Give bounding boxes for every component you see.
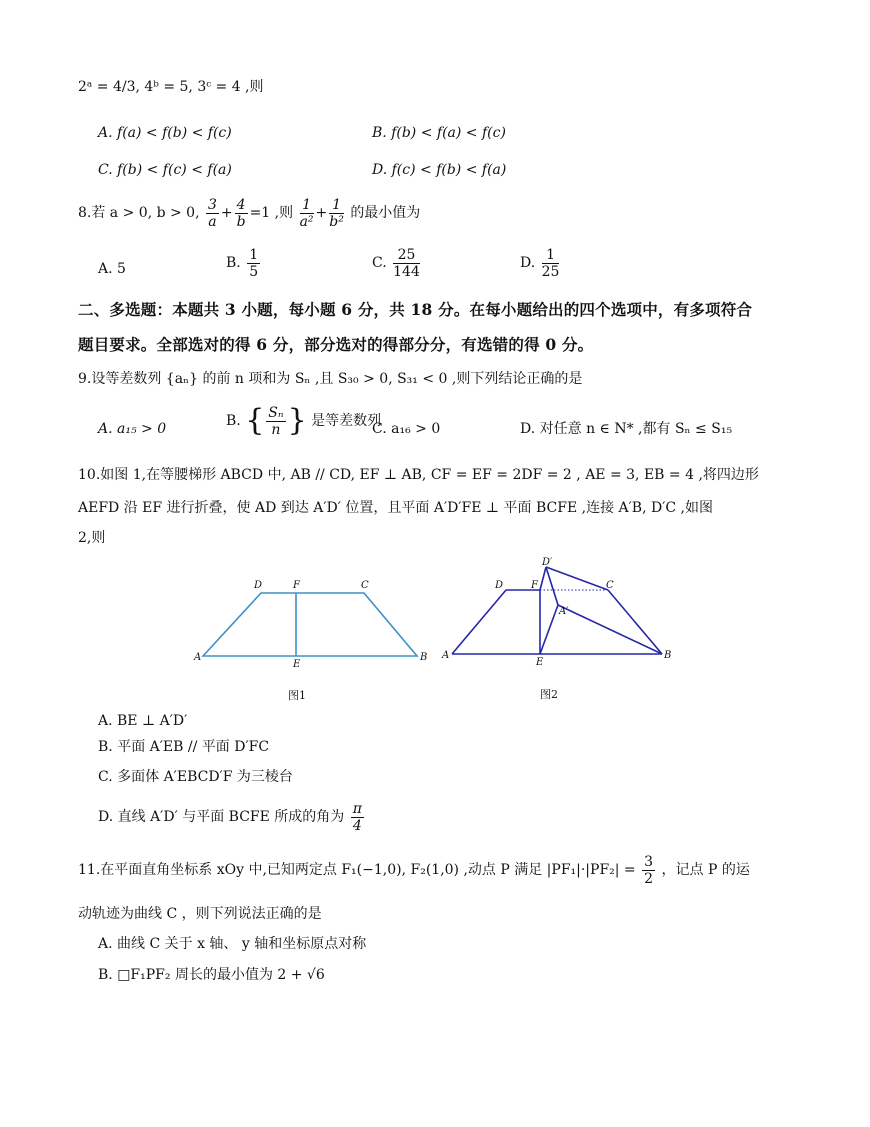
q7-stem: 2ᵃ = 4/3, 4ᵇ = 5, 3ᶜ = 4 ,则 bbox=[78, 79, 264, 95]
q10-stem-line3: 2,则 bbox=[78, 530, 106, 546]
q8-fraction-4-over-b: $\frac{4}{b}$ bbox=[236, 196, 246, 230]
fig2-cb bbox=[608, 590, 662, 654]
q11-stem-line1: 11.在平面直角坐标系 xOy 中,已知两定点 F₁(−1,0), F₂(1,0) ,动点 P 满足 |PF₁|·|PF₂| = $\frac{3}{2}$ ，记点 P 的运 bbox=[78, 853, 750, 887]
q8-fraction-1-over-b2: $\frac{1}{\text{b²}}$ bbox=[329, 196, 344, 230]
fig2-a1e bbox=[540, 605, 558, 654]
fig2-label-d: D bbox=[495, 580, 504, 591]
q8-stem-suffix: 的最小值为 bbox=[350, 205, 421, 221]
q10-option-b: B. 平面 A′EB // 平面 D′FC bbox=[98, 739, 270, 755]
fig2-label-b: B bbox=[664, 650, 672, 661]
q8-option-d: D. $\frac{1}{25}$ bbox=[520, 246, 560, 280]
q7-option-a: A. f(a) < f(b) < f(c) bbox=[98, 125, 232, 141]
fig2-label-a-prime: A′ bbox=[559, 606, 569, 617]
fig2-label-a: A bbox=[442, 650, 450, 661]
q9-option-d: D. 对任意 n ∈ N* ,都有 Sₙ ≤ S₁₅ bbox=[520, 421, 733, 437]
section2-heading-line1: 二、多选题：本题共 3 小题，每小题 6 分，共 18 分。在每小题给出的四个选项中，有多项符合 bbox=[78, 300, 753, 319]
fig2-caption: 图2 bbox=[540, 688, 558, 701]
fig2-label-c: C bbox=[606, 580, 614, 591]
q8-option-c: C. $\frac{25}{144}$ bbox=[372, 246, 420, 280]
q10-figure-2 bbox=[440, 555, 680, 705]
q11-option-b: B. □F₁PF₂ 周长的最小值为 2 + √6 bbox=[98, 967, 325, 983]
fig1-label-a: A bbox=[194, 652, 202, 663]
section2-heading-line2: 题目要求。全部选对的得 6 分，部分选对的得部分分，有选错的得 0 分。 bbox=[78, 335, 594, 354]
q9-option-c: C. a₁₆ > 0 bbox=[372, 421, 441, 437]
q10-stem-line2: AEFD 沿 EF 进行折叠，使 AD 到达 A′D′ 位置，且平面 A′D′FE ⊥ 平面 BCFE ,连接 A′B, D′C ,如图 bbox=[78, 500, 714, 516]
q10-option-a: A. BE ⊥ A′D′ bbox=[98, 713, 188, 729]
q9-option-b: B. { $\frac{\text{Sₙ}}{n}$ } 是等差数列 bbox=[226, 403, 382, 438]
fig1-label-b: B bbox=[420, 652, 428, 663]
trapezoid-abcd bbox=[203, 593, 417, 656]
fig2-label-e: E bbox=[536, 657, 544, 668]
fig2-d1c bbox=[546, 567, 608, 590]
q8-stem: 8.若 a > 0, b > 0, $\frac{3}{a}$ + $\frac{4}{b}$ =1 ,则 $\frac{1}{\text{a²}}$ + $\frac{1}{\text{b²}}$ 的最小值为 bbox=[78, 196, 421, 230]
q9-option-a: A. a₁₅ > 0 bbox=[98, 421, 167, 437]
fig1-label-d: D bbox=[254, 580, 263, 591]
fig2-label-d-prime: D′ bbox=[542, 557, 553, 568]
q8-option-b: B. $\frac{1}{5}$ bbox=[226, 246, 259, 280]
q8-fraction-1-over-a2: $\frac{1}{\text{a²}}$ bbox=[299, 196, 314, 230]
q10-stem-line1: 10.如图 1,在等腰梯形 ABCD 中, AB // CD, EF ⊥ AB, CF = EF = 2DF = 2 , AE = 3, EB = 4 ,将四边形 bbox=[78, 467, 759, 483]
q8-option-a: A. 5 bbox=[98, 261, 126, 277]
fig2-label-f: F bbox=[531, 580, 538, 591]
q10-option-d: D. 直线 A′D′ 与平面 BCFE 所成的角为 $\frac{\pi}{4}$ bbox=[98, 800, 362, 834]
q9-stem: 9.设等差数列 {aₙ} 的前 n 项和为 Sₙ ,且 S₃₀ > 0, S₃₁ < 0 ,则下列结论正确的是 bbox=[78, 371, 583, 387]
fig2-ad bbox=[452, 590, 506, 654]
q7-option-b: B. f(b) < f(a) < f(c) bbox=[372, 125, 506, 141]
q10-option-c: C. 多面体 A′EBCD′F 为三棱台 bbox=[98, 769, 293, 785]
fig1-label-e: E bbox=[293, 659, 301, 670]
fig2-a1b bbox=[558, 605, 662, 654]
fig2-d1a1 bbox=[546, 567, 558, 605]
q7-option-c: C. f(b) < f(c) < f(a) bbox=[98, 162, 232, 178]
q11-stem-line2: 动轨迹为曲线 C ，则下列说法正确的是 bbox=[78, 906, 322, 922]
q7-option-d: D. f(c) < f(b) < f(a) bbox=[372, 162, 507, 178]
fig1-caption: 图1 bbox=[288, 689, 306, 702]
fig2-fd1 bbox=[540, 567, 546, 590]
q11-option-a: A. 曲线 C 关于 x 轴、 y 轴和坐标原点对称 bbox=[98, 936, 367, 952]
fig1-label-c: C bbox=[361, 580, 369, 591]
q10-figure-1 bbox=[190, 568, 450, 718]
q8-stem-mid: =1 ,则 bbox=[249, 205, 294, 221]
q8-stem-prefix: 8.若 a > 0, b > 0, bbox=[78, 205, 200, 221]
q8-fraction-3-over-a: $\frac{3}{a}$ bbox=[208, 196, 217, 230]
fig1-label-f: F bbox=[293, 580, 300, 591]
